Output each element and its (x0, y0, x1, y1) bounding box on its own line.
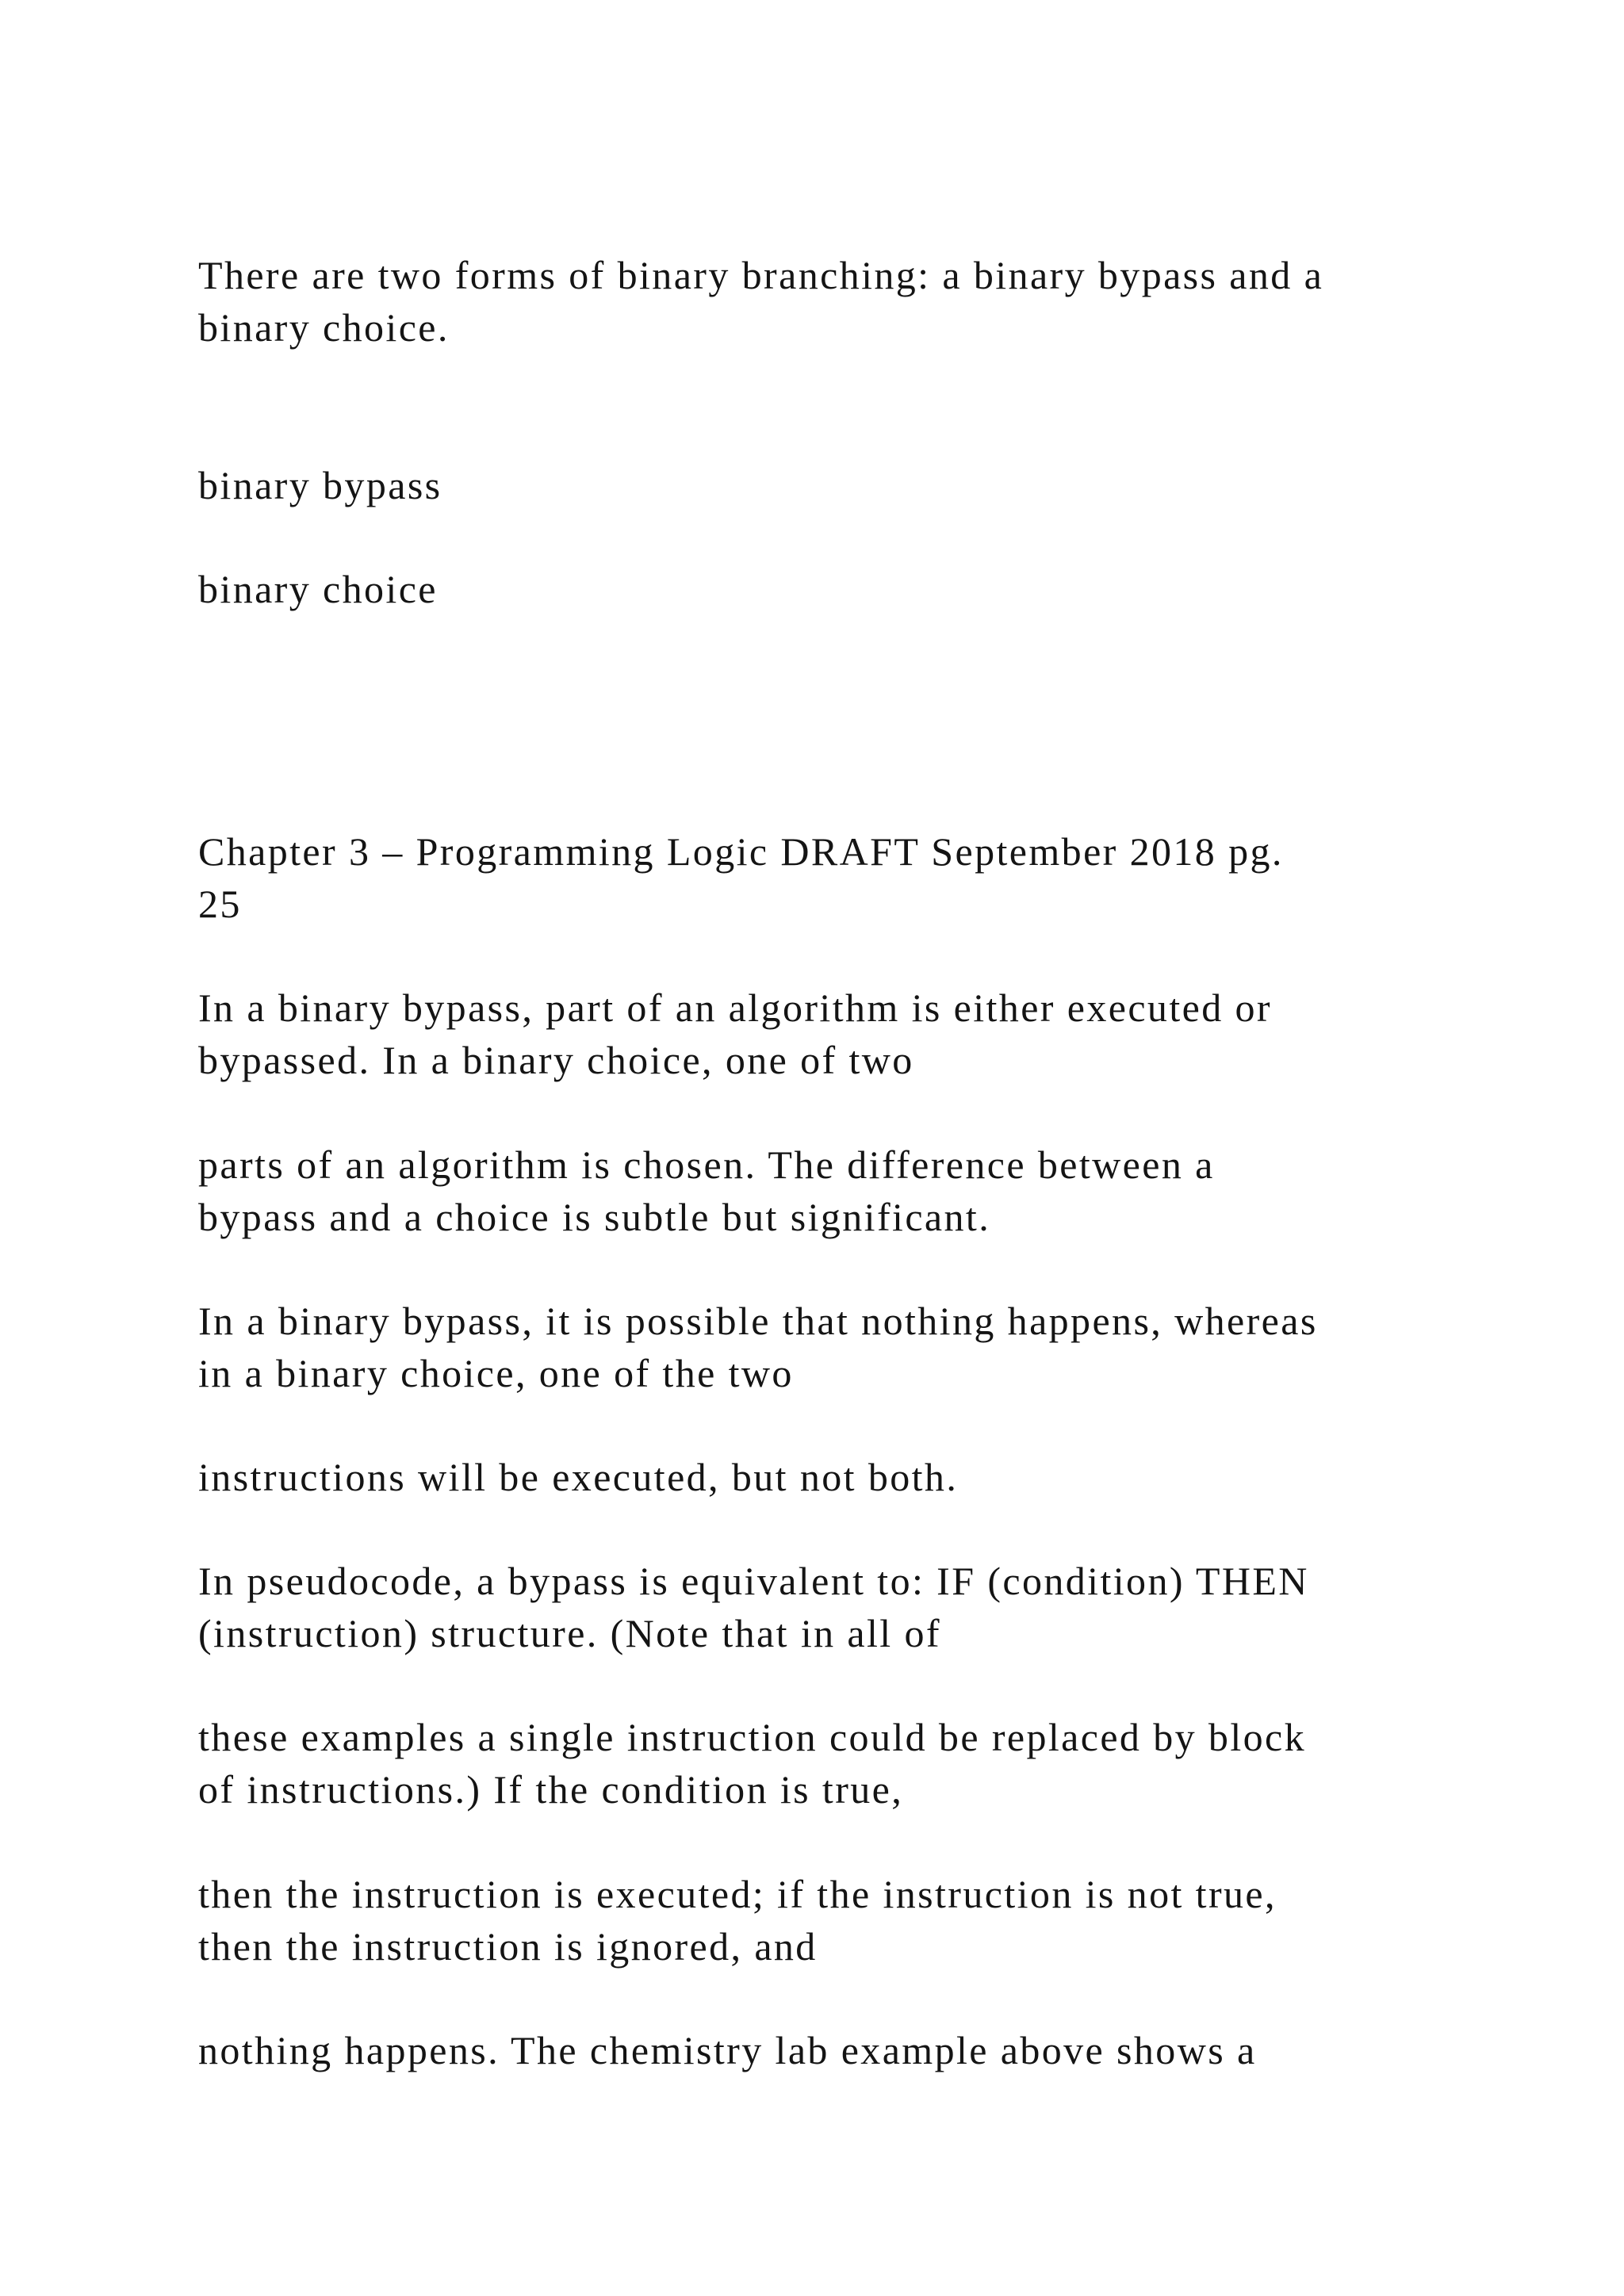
paragraph-3-line-2: in a binary choice, one of the two (198, 1351, 794, 1395)
paragraph-3 (198, 1295, 1467, 1399)
chapter-footer-line-1: Chapter 3 – Programming Logic DRAFT September 2018 pg. (198, 829, 1284, 874)
paragraph-2 (198, 1138, 1467, 1243)
paragraph-5-line-2: (instruction) structure. (Note that in all of (198, 1611, 941, 1655)
paragraph-7-line-1: then the instruction is executed; if the instruction is not true, (198, 1872, 1277, 1916)
paragraph-4-line-1: instructions will be executed, but not both. (198, 1455, 959, 1499)
paragraph-6-line-2: of instructions.) If the condition is true, (198, 1767, 904, 1812)
paragraph-1 (198, 982, 1467, 1086)
paragraph-7-line-2: then the instruction is ignored, and (198, 1924, 818, 1969)
page-number: 25 (198, 882, 242, 926)
binary-choice-text: binary choice (198, 567, 438, 611)
paragraph-6 (198, 1711, 1467, 1816)
intro-line-1: There are two forms of binary branching: a binary bypass and a (198, 253, 1324, 297)
paragraph-2-line-2: bypass and a choice is subtle but significant. (198, 1195, 991, 1239)
paragraph-5 (198, 1555, 1467, 1659)
paragraph-6-line-1: these examples a single instruction could be replaced by block (198, 1715, 1307, 1759)
intro-line-2: binary choice. (198, 305, 450, 350)
paragraph-1-line-2: bypassed. In a binary choice, one of two (198, 1038, 914, 1082)
binary-choice-label (198, 563, 1467, 615)
paragraph-1-line-1: In a binary bypass, part of an algorithm is either executed or (198, 985, 1272, 1030)
paragraph-2-line-1: parts of an algorithm is chosen. The difference between a (198, 1142, 1215, 1187)
paragraph-8-line-1: nothing happens. The chemistry lab example above shows a (198, 2028, 1257, 2072)
chapter-footer (198, 825, 1467, 930)
paragraph-5-line-1: In pseudocode, a bypass is equivalent to: IF (condition) THEN (198, 1559, 1309, 1603)
paragraph-8 (198, 2024, 1467, 2076)
paragraph-7 (198, 1868, 1467, 1973)
binary-bypass-text: binary bypass (198, 463, 442, 507)
paragraph-4 (198, 1451, 1467, 1503)
binary-bypass-label (198, 459, 1467, 511)
paragraph-3-line-1: In a binary bypass, it is possible that nothing happens, whereas (198, 1299, 1318, 1343)
intro-paragraph (198, 249, 1467, 354)
